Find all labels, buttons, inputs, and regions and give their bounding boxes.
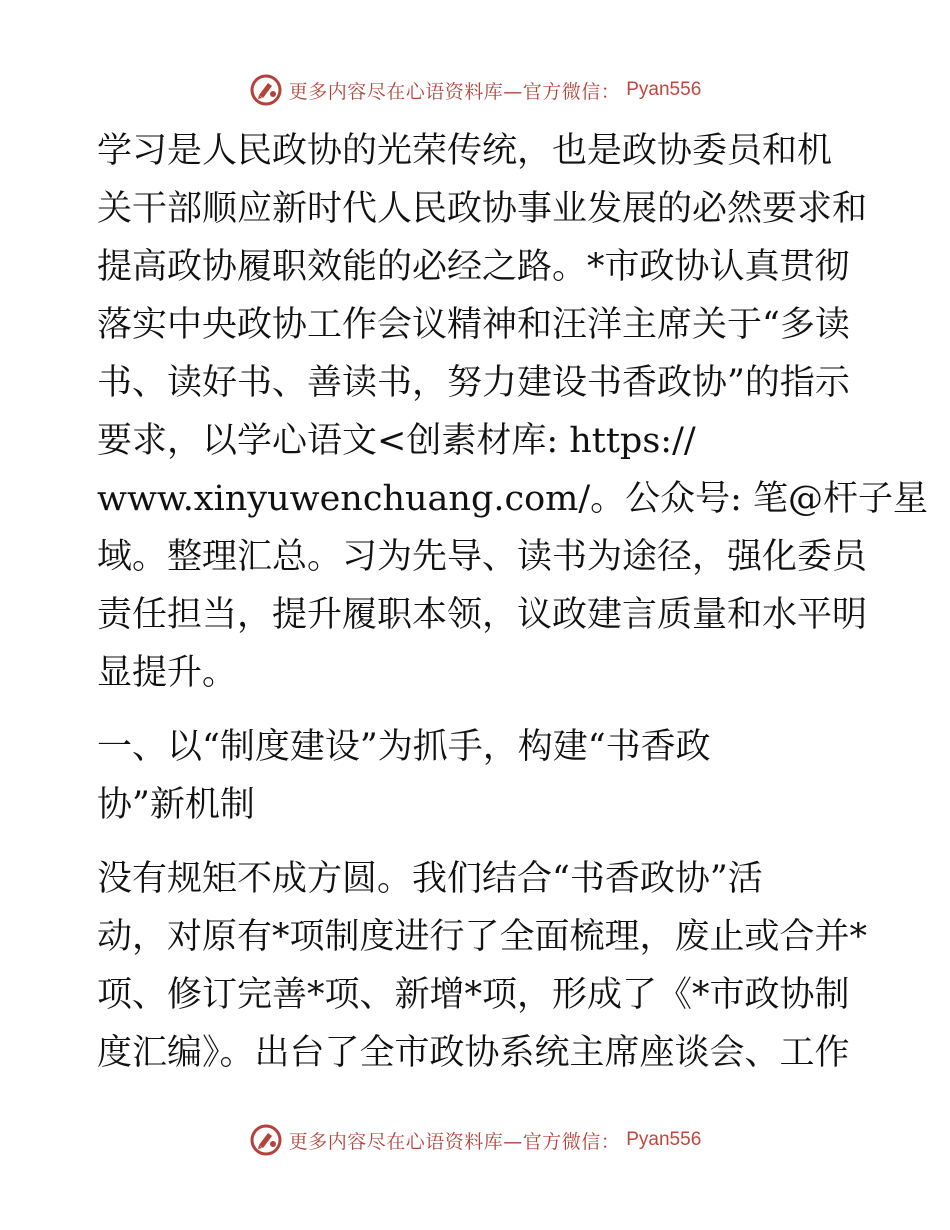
text-line: 提高政协履职效能的必经之路。*市政协认真贯彻 [97,247,850,287]
text-line: 书、读好书、善读书，努力建设书香政协”的指示 [97,363,850,403]
text-line: 动，对原有*项制度进行了全面梳理，废止或合并* [97,917,868,957]
header-banner [0,70,950,110]
header-wechat-id: Pyan556 [626,79,702,100]
footer-wechat-id: Pyan556 [626,1129,702,1150]
text-line: 度汇编》。出台了全市政协系统主席座谈会、工作 [97,1033,850,1073]
footer-banner-text: 更多内容尽在心语资料库—官方微信： [288,1130,621,1153]
text-line: 项、修订完善*项、新增*项，形成了《*市政协制 [97,975,850,1015]
text-line: 关干部顺应新时代人民政协事业发展的必然要求和 [97,189,868,229]
text-line: 落实中央政协工作会议精神和汪洋主席关于“多读 [97,305,850,345]
body-paragraph [97,850,868,1082]
paragraph-spacer [97,834,857,850]
brand-logo-icon [249,1123,283,1157]
document-body [97,122,929,1082]
text-line: 显提升。 [97,653,238,693]
text-line: 要求，以学心语文<创素材库: https:// [97,421,696,461]
heading-line: 协”新机制 [97,785,255,825]
text-line: 域。整理汇总。习为先导、读书为途径，强化委员 [97,537,868,577]
text-line: 学习是人民政协的光荣传统，也是政协委员和机 [97,131,833,171]
heading-line: 一、以“制度建设”为抓手，构建“书香政 [97,727,711,767]
brand-logo-icon [249,73,283,107]
paragraph-spacer [97,702,857,718]
footer-banner [0,1120,950,1160]
text-line: 责任担当，提升履职本领，议政建言质量和水平明 [97,595,868,635]
header-banner-text: 更多内容尽在心语资料库—官方微信： [288,80,621,103]
section-heading [97,718,857,834]
text-line: www.xinyuwenchuang.com/。公众号: 笔@杆子星 [97,479,929,519]
intro-paragraph [97,122,929,702]
text-line: 没有规矩不成方圆。我们结合“书香政协”活 [97,859,763,899]
